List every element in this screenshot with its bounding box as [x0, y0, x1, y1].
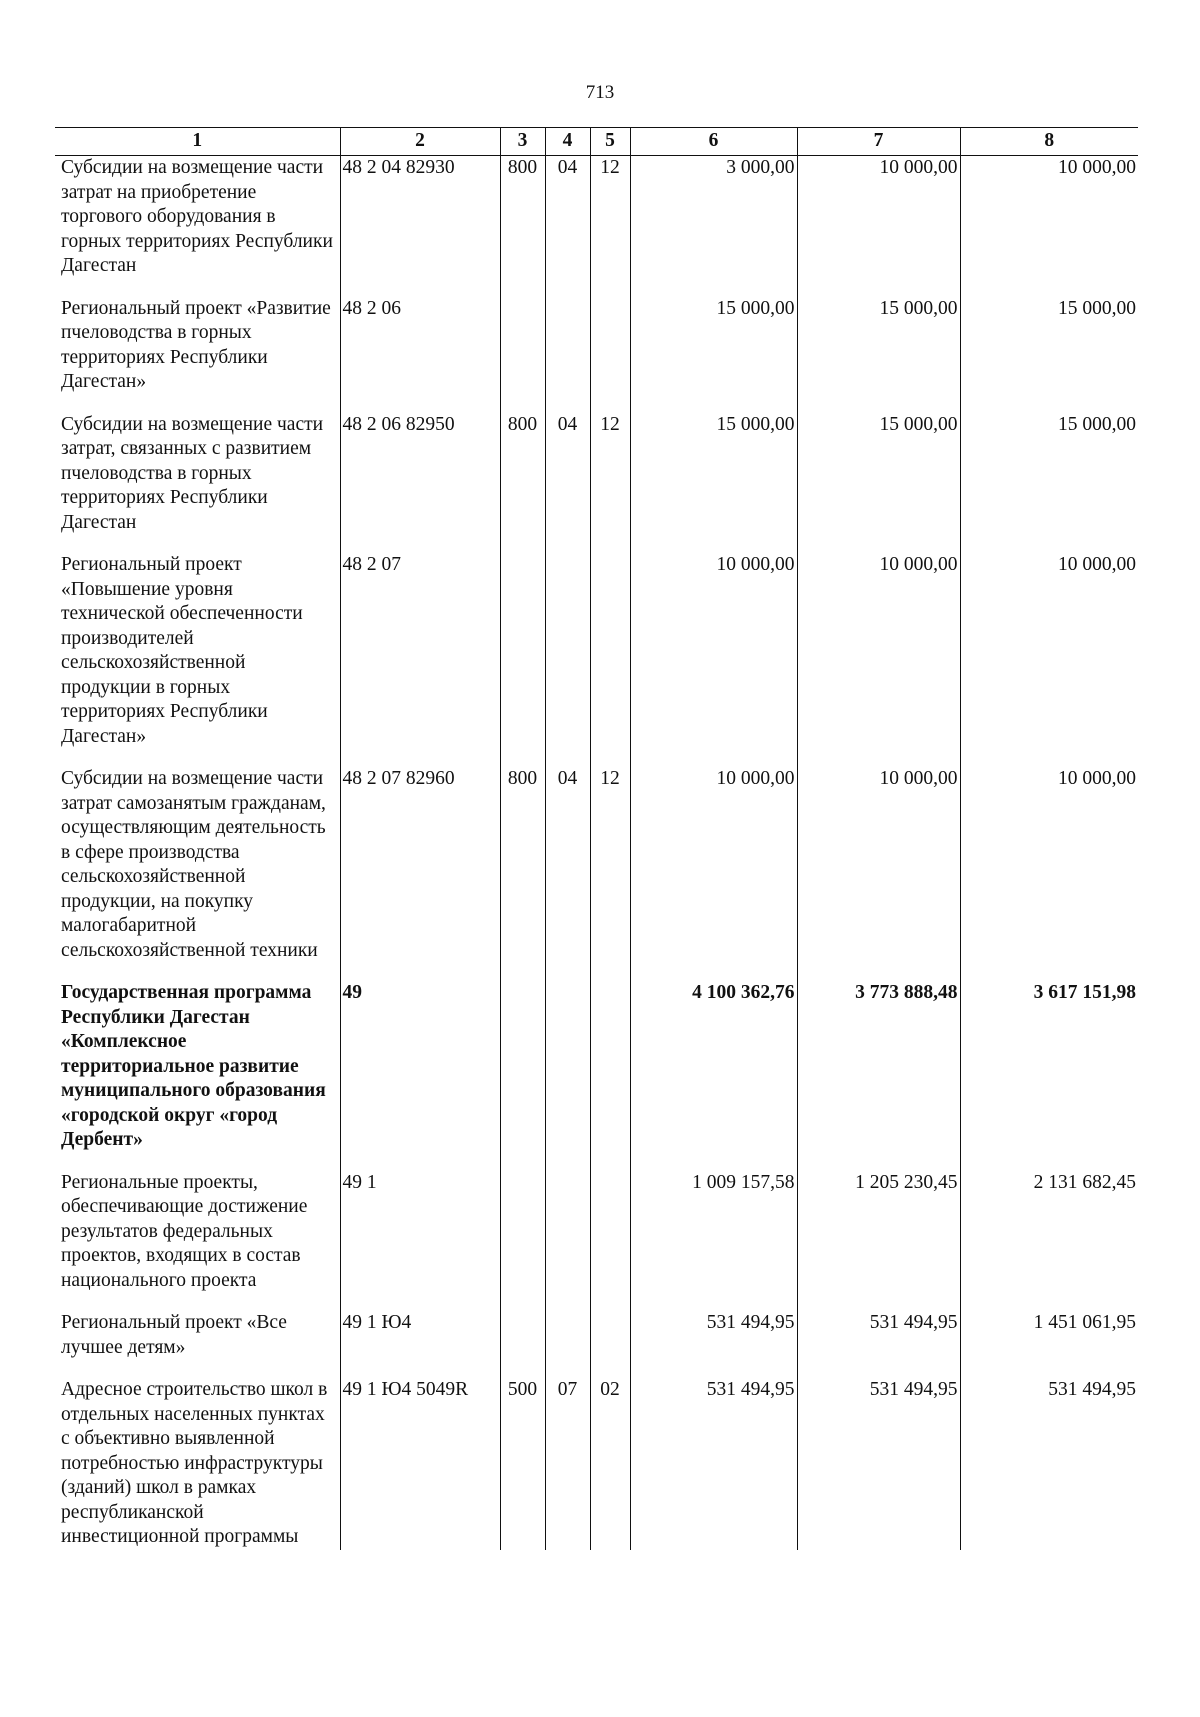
row-value-8: 2 131 682,45 — [960, 1171, 1138, 1294]
row-name: Субсидии на возмещение части затрат самозанятым гражданам, осуществляющим деятельность в сфере производства сельскохозяйственной продукции, на покупку малогабаритной сельскохозяйственной техники — [61, 768, 326, 961]
row-col-5 — [590, 1311, 630, 1360]
row-value-7: 1 205 230,45 — [797, 1171, 960, 1294]
row-col-4 — [545, 1311, 590, 1360]
row-code: 48 2 06 — [340, 297, 500, 395]
row-name: Региональный проект «Все лучшее детям» — [61, 1312, 287, 1358]
row-col-4: 04 — [545, 156, 590, 279]
row-value-6: 10 000,00 — [630, 767, 797, 963]
header-col-4: 4 — [545, 128, 590, 156]
header-col-2: 2 — [340, 128, 500, 156]
row-col-5 — [590, 981, 630, 1153]
row-name: Адресное строительство школ в отдельных населенных пунктах с объективно выявленной потребностью инфраструктуры (зданий) школ в рамках республиканской инвестиционной программы — [61, 1379, 328, 1547]
row-col-4 — [545, 1171, 590, 1294]
row-value-7: 10 000,00 — [797, 767, 960, 963]
row-col-4: 04 — [545, 413, 590, 536]
row-name: Субсидии на возмещение части затрат, связанных с развитием пчеловодства в горных территориях Республики Дагестан — [61, 413, 324, 533]
row-col-5 — [590, 297, 630, 395]
row-col-3 — [500, 297, 545, 395]
header-col-8: 8 — [960, 128, 1138, 156]
table-row-program — [55, 981, 1138, 1153]
row-value-8: 531 494,95 — [960, 1378, 1138, 1550]
row-col-5: 12 — [590, 156, 630, 279]
row-value-7: 15 000,00 — [797, 413, 960, 536]
row-value-6: 15 000,00 — [630, 413, 797, 536]
row-value-8: 3 617 151,98 — [960, 981, 1138, 1153]
row-col-3: 800 — [500, 413, 545, 536]
row-value-8: 15 000,00 — [960, 413, 1138, 536]
table-row — [55, 1171, 1138, 1294]
row-value-8: 10 000,00 — [960, 156, 1138, 279]
table-row — [55, 553, 1138, 749]
row-value-6: 15 000,00 — [630, 297, 797, 395]
row-col-4: 04 — [545, 767, 590, 963]
header-col-7: 7 — [797, 128, 960, 156]
row-code: 49 — [340, 981, 500, 1153]
row-col-3 — [500, 1171, 545, 1294]
row-code: 49 1 Ю4 — [340, 1311, 500, 1360]
page-number: 713 — [585, 82, 615, 103]
table-row — [55, 1311, 1138, 1360]
row-col-3: 800 — [500, 767, 545, 963]
row-col-4 — [545, 981, 590, 1153]
row-code: 48 2 04 82930 — [340, 156, 500, 279]
row-col-5: 12 — [590, 413, 630, 536]
row-value-6: 4 100 362,76 — [630, 981, 797, 1153]
header-row — [55, 128, 1138, 156]
header-col-6: 6 — [630, 128, 797, 156]
table-row — [55, 156, 1138, 279]
row-code: 48 2 07 — [340, 553, 500, 749]
row-value-6: 3 000,00 — [630, 156, 797, 279]
row-name: Региональные проекты, обеспечивающие достижение результатов федеральных проектов, входящих в состав национального проекта — [61, 1171, 308, 1291]
row-code: 48 2 06 82950 — [340, 413, 500, 536]
row-code: 49 1 Ю4 5049R — [340, 1378, 500, 1550]
row-value-7: 10 000,00 — [797, 156, 960, 279]
row-name: Субсидии на возмещение части затрат на приобретение торгового оборудования в горных территориях Республики Дагестан — [61, 157, 333, 276]
table-row — [55, 413, 1138, 536]
row-code: 49 1 — [340, 1171, 500, 1294]
row-code: 48 2 07 82960 — [340, 767, 500, 963]
row-col-5 — [590, 1171, 630, 1294]
row-col-5: 02 — [590, 1378, 630, 1550]
row-value-6: 1 009 157,58 — [630, 1171, 797, 1294]
row-col-5 — [590, 553, 630, 749]
row-value-7: 531 494,95 — [797, 1311, 960, 1360]
header-col-5: 5 — [590, 128, 630, 156]
row-col-5: 12 — [590, 767, 630, 963]
header-col-1: 1 — [55, 128, 340, 156]
row-value-7: 10 000,00 — [797, 553, 960, 749]
row-value-6: 531 494,95 — [630, 1378, 797, 1550]
row-value-6: 10 000,00 — [630, 553, 797, 749]
row-name: Региональный проект «Развитие пчеловодства в горных территориях Республики Дагестан» — [61, 297, 331, 392]
table-row — [55, 297, 1138, 395]
table-row — [55, 767, 1138, 963]
table-row — [55, 1378, 1138, 1550]
row-col-3: 500 — [500, 1378, 545, 1550]
row-value-7: 15 000,00 — [797, 297, 960, 395]
row-col-3: 800 — [500, 156, 545, 279]
budget-table — [55, 127, 1138, 1550]
row-value-7: 531 494,95 — [797, 1378, 960, 1550]
row-col-4: 07 — [545, 1378, 590, 1550]
row-value-8: 10 000,00 — [960, 767, 1138, 963]
row-name: Государственная программа Республики Дагестан «Комплексное территориальное развитие муниципального образования «городской округ «город Дербент» — [61, 982, 326, 1150]
row-col-3 — [500, 981, 545, 1153]
row-name: Региональный проект «Повышение уровня технической обеспеченности производителей сельскохозяйственной продукции в горных территориях Республики Дагестан» — [61, 554, 303, 747]
row-col-3 — [500, 553, 545, 749]
row-value-6: 531 494,95 — [630, 1311, 797, 1360]
row-value-7: 3 773 888,48 — [797, 981, 960, 1153]
row-col-4 — [545, 297, 590, 395]
header-col-3: 3 — [500, 128, 545, 156]
row-value-8: 1 451 061,95 — [960, 1311, 1138, 1360]
row-col-4 — [545, 553, 590, 749]
row-col-3 — [500, 1311, 545, 1360]
row-value-8: 15 000,00 — [960, 297, 1138, 395]
row-value-8: 10 000,00 — [960, 553, 1138, 749]
